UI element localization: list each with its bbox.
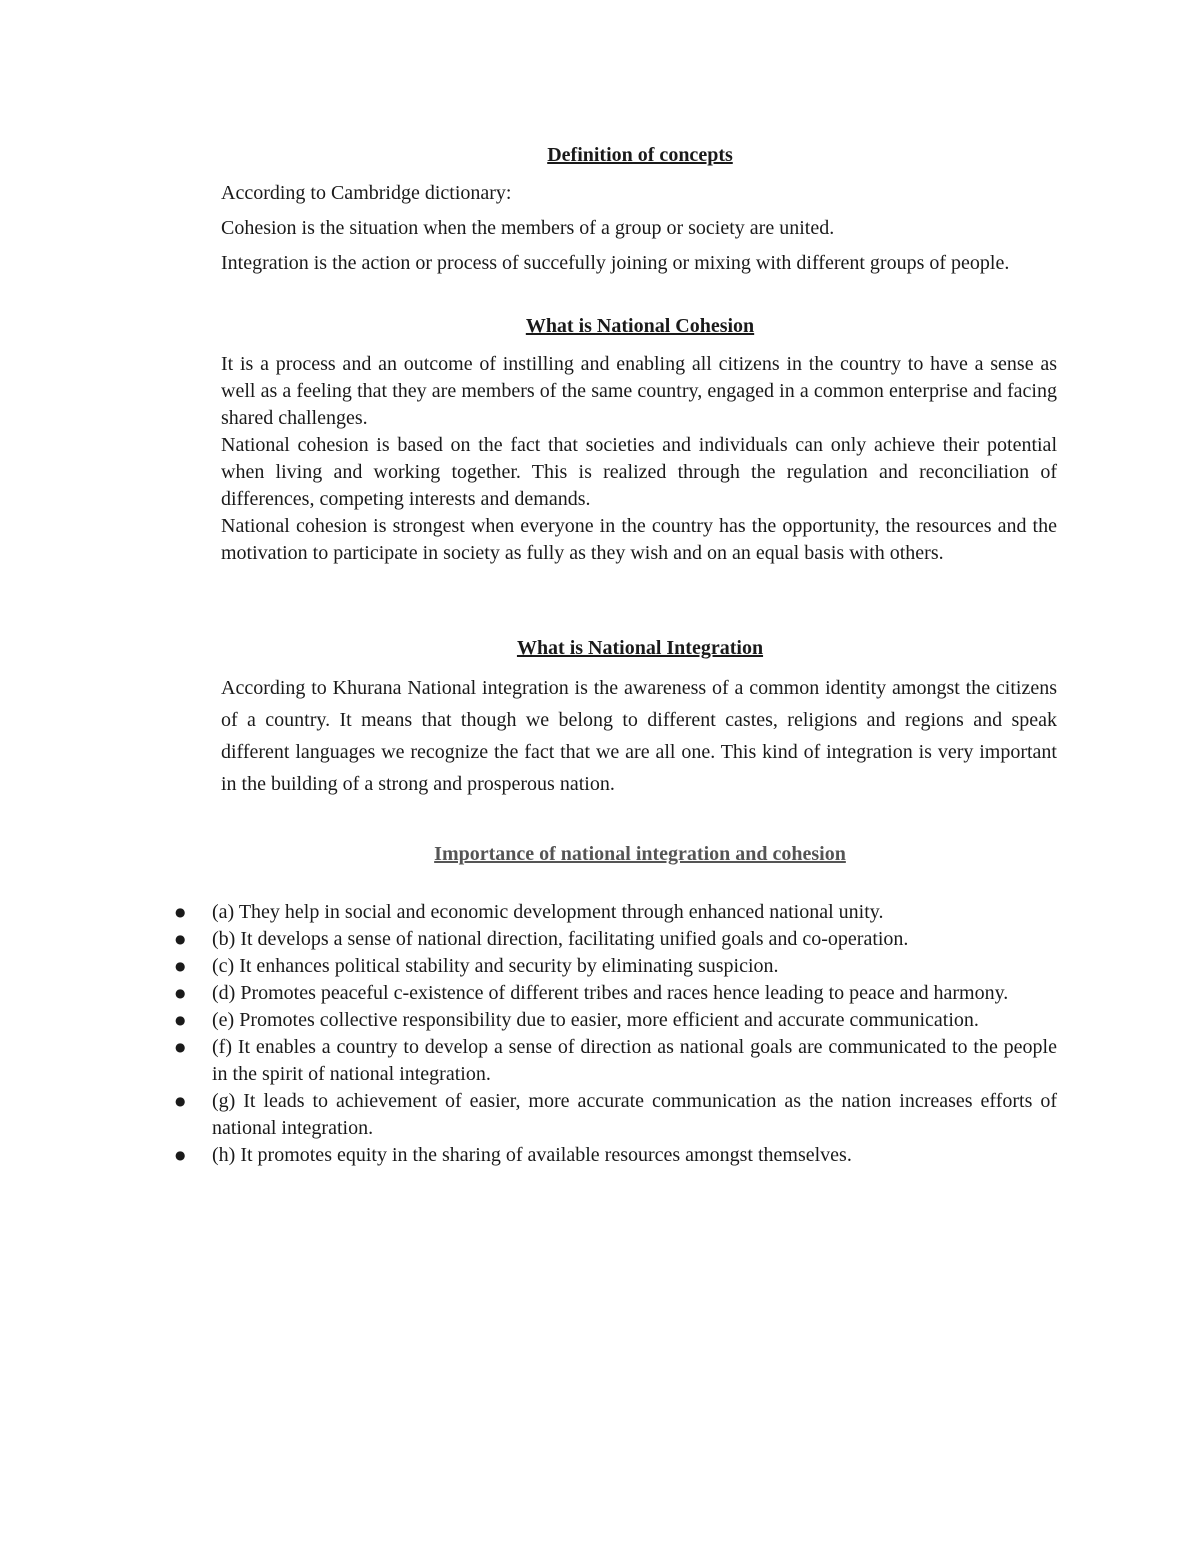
bullet-icon: ● xyxy=(175,986,186,1000)
list-item-text: (g) It leads to achievement of easier, more accurate communication as the nation increases efforts of national integration. xyxy=(212,1090,1057,1139)
cohesion-definition: Cohesion is the situation when the members of a group or society are united. xyxy=(221,217,835,239)
list-item-text: (e) Promotes collective responsibility due to easier, more efficient and accurate communication. xyxy=(212,1009,979,1031)
bullet-icon: ● xyxy=(175,1148,186,1162)
bullet-icon: ● xyxy=(175,932,186,946)
definition-heading: Definition of concepts xyxy=(547,144,733,166)
cohesion-paragraph: It is a process and an outcome of instilling and enabling all citizens in the country to have a sense as well as a feeling that they are members of the same country, engaged in a common enterprise and facing shared challenges. xyxy=(221,353,1057,429)
list-item xyxy=(175,1142,1057,1169)
bullet-icon: ● xyxy=(175,905,186,919)
cohesion-paragraph: National cohesion is based on the fact that societies and individuals can only achieve their potential when living and working together. This is realized through the regulation and reconciliation of differences, competing interests and demands. xyxy=(221,434,1057,510)
national-cohesion-heading: What is National Cohesion xyxy=(525,315,755,337)
integration-paragraph: According to Khurana National integration is the awareness of a common identity amongst the citizens of a country. It means that though we belong to different castes, religions and regions and speak different languages we recognize the fact that we are all one. This kind of integration is very important in the building of a strong and prosperous nation. xyxy=(221,677,1057,795)
national-integration-block xyxy=(221,672,1057,800)
bullet-icon: ● xyxy=(175,1040,186,1054)
list-item xyxy=(175,1007,1057,1034)
list-item-text: (a) They help in social and economic development through enhanced national unity. xyxy=(212,901,884,923)
bullet-icon: ● xyxy=(175,1094,186,1108)
list-item-text: (h) It promotes equity in the sharing of available resources amongst themselves. xyxy=(212,1144,852,1166)
bullet-icon: ● xyxy=(175,959,186,973)
list-item xyxy=(175,926,1057,953)
national-integration-heading: What is National Integration xyxy=(516,637,764,659)
list-item xyxy=(175,899,1057,926)
importance-list xyxy=(175,899,1057,1169)
importance-heading: Importance of national integration and cohesion xyxy=(434,843,846,865)
cohesion-paragraph: National cohesion is strongest when everyone in the country has the opportunity, the resources and the motivation to participate in society as fully as they wish and on an equal basis with others. xyxy=(221,515,1057,564)
list-item-text: (b) It develops a sense of national direction, facilitating unified goals and co-operation. xyxy=(212,928,909,950)
list-item xyxy=(175,1034,1057,1088)
list-item xyxy=(175,953,1057,980)
list-item xyxy=(175,980,1057,1007)
list-item xyxy=(175,1088,1057,1142)
list-item-text: (d) Promotes peaceful c-existence of different tribes and races hence leading to peace and harmony. xyxy=(212,982,1009,1004)
definition-block xyxy=(221,180,1057,277)
list-item-text: (f) It enables a country to develop a sense of direction as national goals are communicated to the people in the spirit of national integration. xyxy=(212,1036,1057,1085)
national-cohesion-block xyxy=(221,351,1057,567)
integration-definition: Integration is the action or process of succefully joining or mixing with different groups of people. xyxy=(221,252,1010,274)
list-item-text: (c) It enhances political stability and security by eliminating suspicion. xyxy=(212,955,779,977)
bullet-icon: ● xyxy=(175,1013,186,1027)
definition-intro: According to Cambridge dictionary: xyxy=(221,182,512,204)
